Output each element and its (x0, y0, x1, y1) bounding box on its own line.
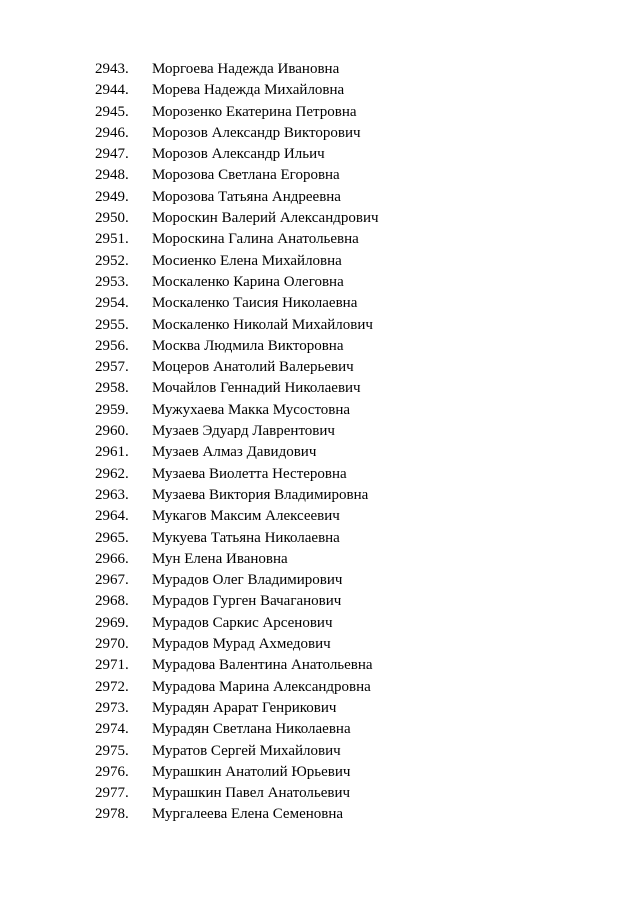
entry-name: Мурадова Валентина Анатольевна (152, 657, 373, 674)
list-item (0, 165, 640, 186)
list-item (0, 378, 640, 399)
entry-name: Мурадян Арарат Генрикович (152, 699, 337, 716)
entry-number: 2959. (95, 401, 129, 418)
entry-number: 2969. (95, 614, 129, 631)
list-item (0, 272, 640, 293)
entry-number: 2960. (95, 423, 129, 440)
list-item (0, 59, 640, 80)
entry-number: 2943. (95, 61, 129, 77)
entry-name: Музаев Эдуард Лаврентович (152, 423, 335, 440)
entry-number: 2967. (95, 572, 129, 589)
entry-name: Мужухаева Макка Мусостовна (152, 401, 351, 418)
entry-name: Морозов Александр Ильич (152, 146, 325, 163)
entry-name: Музаев Алмаз Давидович (152, 444, 317, 461)
entry-number: 2961. (95, 444, 129, 461)
entry-number: 2946. (95, 124, 129, 141)
list-item (0, 208, 640, 229)
list-item (0, 634, 640, 655)
entry-name: Москаленко Таисия Николаевна (152, 295, 358, 312)
list-item (0, 549, 640, 570)
list-item (0, 80, 640, 101)
entry-number: 2950. (95, 210, 129, 227)
list-item (0, 591, 640, 612)
entry-name: Мурадов Мурад Ахмедович (152, 636, 331, 653)
entry-name: Москаленко Николай Михайлович (152, 316, 373, 333)
list-item (0, 102, 640, 123)
list-item (0, 528, 640, 549)
entry-name: Мукуева Татьяна Николаевна (152, 529, 340, 546)
entry-number: 2977. (95, 785, 129, 802)
list-item (0, 229, 640, 250)
list-item (0, 123, 640, 144)
list-item (0, 336, 640, 357)
entry-number: 2971. (95, 657, 129, 674)
entry-number: 2962. (95, 465, 129, 482)
list-item (0, 464, 640, 485)
list-item (0, 677, 640, 698)
entry-number: 2976. (95, 763, 129, 780)
entry-number: 2949. (95, 188, 129, 205)
entry-number: 2951. (95, 231, 129, 248)
entry-number: 2975. (95, 742, 129, 759)
list-item (0, 400, 640, 421)
entry-name: Мурадян Светлана Николаевна (152, 721, 351, 738)
entry-number: 2966. (95, 550, 129, 567)
entry-number: 2970. (95, 636, 129, 653)
entry-number: 2978. (95, 806, 129, 823)
entry-number: 2958. (95, 380, 129, 397)
list-item (0, 144, 640, 165)
list-item (0, 741, 640, 762)
entry-name: Мосиенко Елена Михайловна (152, 252, 342, 269)
entry-name: Мукагов Максим Алексеевич (152, 508, 340, 525)
list-item (0, 506, 640, 527)
list-item (0, 315, 640, 336)
entry-name: Морозова Татьяна Андреевна (152, 188, 341, 205)
entry-name: Муратов Сергей Михайлович (152, 742, 341, 759)
entry-number: 2964. (95, 508, 129, 525)
entry-name: Мун Елена Ивановна (152, 550, 288, 567)
entry-name: Мурашкин Павел Анатольевич (152, 785, 351, 802)
entry-name: Мочайлов Геннадий Николаевич (152, 380, 361, 397)
numbered-name-list (0, 59, 640, 826)
list-item (0, 762, 640, 783)
entry-number: 2948. (95, 167, 129, 184)
list-item (0, 804, 640, 825)
entry-name: Моцеров Анатолий Валерьевич (152, 359, 354, 376)
entry-number: 2974. (95, 721, 129, 738)
list-item (0, 783, 640, 804)
entry-name: Мурадова Марина Александровна (152, 678, 371, 695)
list-item (0, 421, 640, 442)
entry-number: 2956. (95, 337, 129, 354)
entry-name: Морева Надежда Михайловна (152, 82, 345, 99)
list-item (0, 187, 640, 208)
entry-number: 2963. (95, 486, 129, 503)
entry-name: Мурадов Гурген Вачаганович (152, 593, 342, 610)
entry-name: Морозова Светлана Егоровна (152, 167, 340, 184)
entry-name: Мурадов Саркис Арсенович (152, 614, 333, 631)
entry-number: 2947. (95, 146, 129, 163)
entry-name: Морозов Александр Викторович (152, 124, 361, 141)
entry-number: 2955. (95, 316, 129, 333)
entry-number: 2952. (95, 252, 129, 269)
list-item (0, 719, 640, 740)
entry-number: 2957. (95, 359, 129, 376)
entry-number: 2945. (95, 103, 129, 120)
list-item (0, 293, 640, 314)
entry-name: Моргоева Надежда Ивановна (152, 61, 340, 77)
list-item (0, 357, 640, 378)
entry-number: 2944. (95, 82, 129, 99)
entry-number: 2972. (95, 678, 129, 695)
entry-name: Мороскина Галина Анатольевна (152, 231, 359, 248)
entry-number: 2954. (95, 295, 129, 312)
list-item (0, 442, 640, 463)
list-item (0, 613, 640, 634)
entry-name: Музаева Виолетта Нестеровна (152, 465, 347, 482)
entry-name: Мургалеева Елена Семеновна (152, 806, 344, 823)
entry-name: Москва Людмила Викторовна (152, 337, 344, 354)
list-item (0, 570, 640, 591)
entry-number: 2968. (95, 593, 129, 610)
list-item (0, 485, 640, 506)
list-item (0, 251, 640, 272)
entry-number: 2965. (95, 529, 129, 546)
entry-name: Мурадов Олег Владимирович (152, 572, 343, 589)
entry-name: Мурашкин Анатолий Юрьевич (152, 763, 351, 780)
entry-name: Мороскин Валерий Александрович (152, 210, 379, 227)
list-item (0, 655, 640, 676)
entry-number: 2953. (95, 273, 129, 290)
list-item (0, 698, 640, 719)
entry-name: Музаева Виктория Владимировна (152, 486, 369, 503)
entry-name: Морозенко Екатерина Петровна (152, 103, 357, 120)
entry-number: 2973. (95, 699, 129, 716)
entry-name: Москаленко Карина Олеговна (152, 273, 344, 290)
